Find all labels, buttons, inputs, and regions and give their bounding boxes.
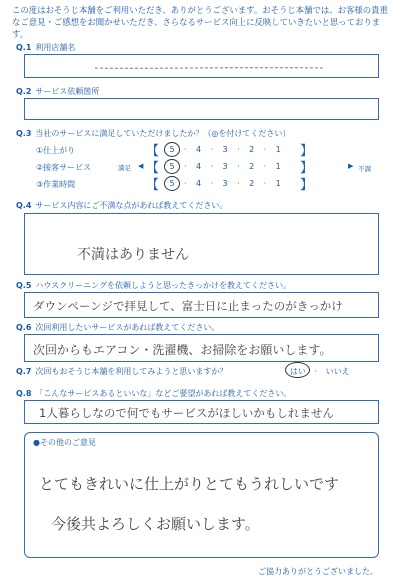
q4-handwriting: 不満はありません <box>77 247 189 263</box>
scale-5[interactable]: 5 <box>169 179 175 188</box>
q3-bracket-open-2: 【 <box>146 161 160 176</box>
intro-text: この度はおそうじ本舗をご利用いただき、ありがとうございます。おそうじ本舗では、お客様の貴重なご意見・ご感想をお聞かせいただき、さらなるサービス向上に反映していきたいと思っております。 <box>12 5 388 39</box>
q6-answer-box[interactable] <box>24 334 379 362</box>
scale-2[interactable]: 2 <box>249 179 255 188</box>
q3-row-finish-label: ①仕上がり <box>36 146 76 155</box>
q3-bracket-open-1: 【 <box>146 144 160 159</box>
q8-handwriting: 1人暮らしなので何でもサービスがほしいかもしれません <box>39 406 334 420</box>
scale-3[interactable]: 3 <box>222 145 228 154</box>
q3-scale-row-1[interactable]: 5 · 4 · 3 · 2 · 1 <box>160 145 290 154</box>
q1-label <box>16 42 75 53</box>
q3-number: Q.3 <box>16 129 32 138</box>
q2-number: Q.2 <box>16 87 32 96</box>
q3-selection-circle-1 <box>164 142 180 157</box>
scale-1[interactable]: 1 <box>275 145 281 154</box>
q3-bracket-close-1: 】 <box>300 144 314 159</box>
q4-number: Q.4 <box>16 201 32 210</box>
scale-4[interactable]: 4 <box>196 162 202 171</box>
q6-handwriting: 次回からもエアコン・洗濯機、お掃除をお願いします。 <box>33 343 332 357</box>
q7-label <box>16 366 227 377</box>
q8-label <box>16 388 291 399</box>
q3-row-service-label: ②接客サービス <box>36 163 92 172</box>
other-comments-line1: とてもきれいに仕上がりとてもうれしいです <box>39 475 340 493</box>
q4-text: サービス内容にご不満な点があれば教えてください。 <box>35 201 228 210</box>
other-comments-label: ●その他のご意見 <box>33 438 96 447</box>
q3-right-label: 不満 <box>358 165 371 173</box>
q3-bracket-close-2: 】 <box>300 161 314 176</box>
q1-answer-box[interactable] <box>24 54 379 78</box>
scale-3[interactable]: 3 <box>222 162 228 171</box>
q2-answer-box[interactable] <box>24 98 379 120</box>
q3-bracket-open-3: 【 <box>146 178 160 193</box>
footer-thanks: ご協力ありがとうございました。 <box>258 567 378 576</box>
q5-text: ハウスクリーニングを依頼しようと思ったきっかけを教えてください。 <box>35 281 292 290</box>
q8-number: Q.8 <box>16 389 32 398</box>
q7-option-yes[interactable]: はい <box>290 367 306 376</box>
q4-answer-box[interactable] <box>24 213 379 275</box>
q5-number: Q.5 <box>16 281 32 290</box>
q6-number: Q.6 <box>16 323 32 332</box>
q7-option-no[interactable]: いいえ <box>325 367 350 376</box>
q6-label <box>16 322 219 333</box>
scale-2[interactable]: 2 <box>249 145 255 154</box>
q3-left-label: 満足 <box>118 164 131 172</box>
scale-4[interactable]: 4 <box>196 145 202 154</box>
other-comments-line2: 今後共よろしくお願いします。 <box>51 515 260 533</box>
q7-number: Q.7 <box>16 367 32 376</box>
q4-label <box>16 200 227 211</box>
q5-handwriting: ダウンペーンジで拝見して、富士日に止まったのがきっかけ <box>33 299 343 313</box>
q2-label <box>16 86 99 97</box>
scale-5[interactable]: 5 <box>169 162 175 171</box>
q7-text: 次回もおそうじ本舗を利用してみようと思いますか？ <box>35 367 228 376</box>
scale-1[interactable]: 1 <box>275 179 281 188</box>
q3-arrow-left: ◀ <box>138 162 144 170</box>
scale-5[interactable]: 5 <box>169 145 175 154</box>
scale-1[interactable]: 1 <box>275 162 281 171</box>
q1-scribble <box>25 55 378 77</box>
scale-4[interactable]: 4 <box>196 179 202 188</box>
q8-answer-box[interactable] <box>24 400 379 424</box>
q3-scale-row-3[interactable]: 5 · 4 · 3 · 2 · 1 <box>160 179 290 188</box>
q3-selection-circle-2 <box>164 159 180 174</box>
other-comments-box[interactable] <box>24 432 379 558</box>
q3-label <box>16 128 290 139</box>
q8-text: 「こんなサービスあるといいな」などご要望があれば教えてください。 <box>35 389 292 398</box>
q7-selection-circle <box>285 362 310 378</box>
q3-selection-circle-3 <box>164 176 180 191</box>
q3-scale-row-2[interactable]: 5 · 4 · 3 · 2 · 1 <box>160 162 290 171</box>
q2-text: サービス依頼箇所 <box>35 87 100 96</box>
q3-text: 当社のサービスに満足していただけましたか？（◎を付けてください） <box>35 129 291 138</box>
q3-arrow: ▶ <box>348 162 354 170</box>
q3-row-time-label: ③作業時間 <box>36 180 76 189</box>
scale-3[interactable]: 3 <box>222 179 228 188</box>
scale-2[interactable]: 2 <box>249 162 255 171</box>
q1-number: Q.1 <box>16 43 32 52</box>
q1-text: 利用店舗名 <box>35 43 76 52</box>
q6-text: 次回利用したいサービスがあれば教えてください。 <box>35 323 220 332</box>
q5-answer-box[interactable] <box>24 292 379 318</box>
q5-label <box>16 280 291 291</box>
q7-separator: · <box>314 367 318 376</box>
q3-bracket-close-3: 】 <box>300 178 314 193</box>
